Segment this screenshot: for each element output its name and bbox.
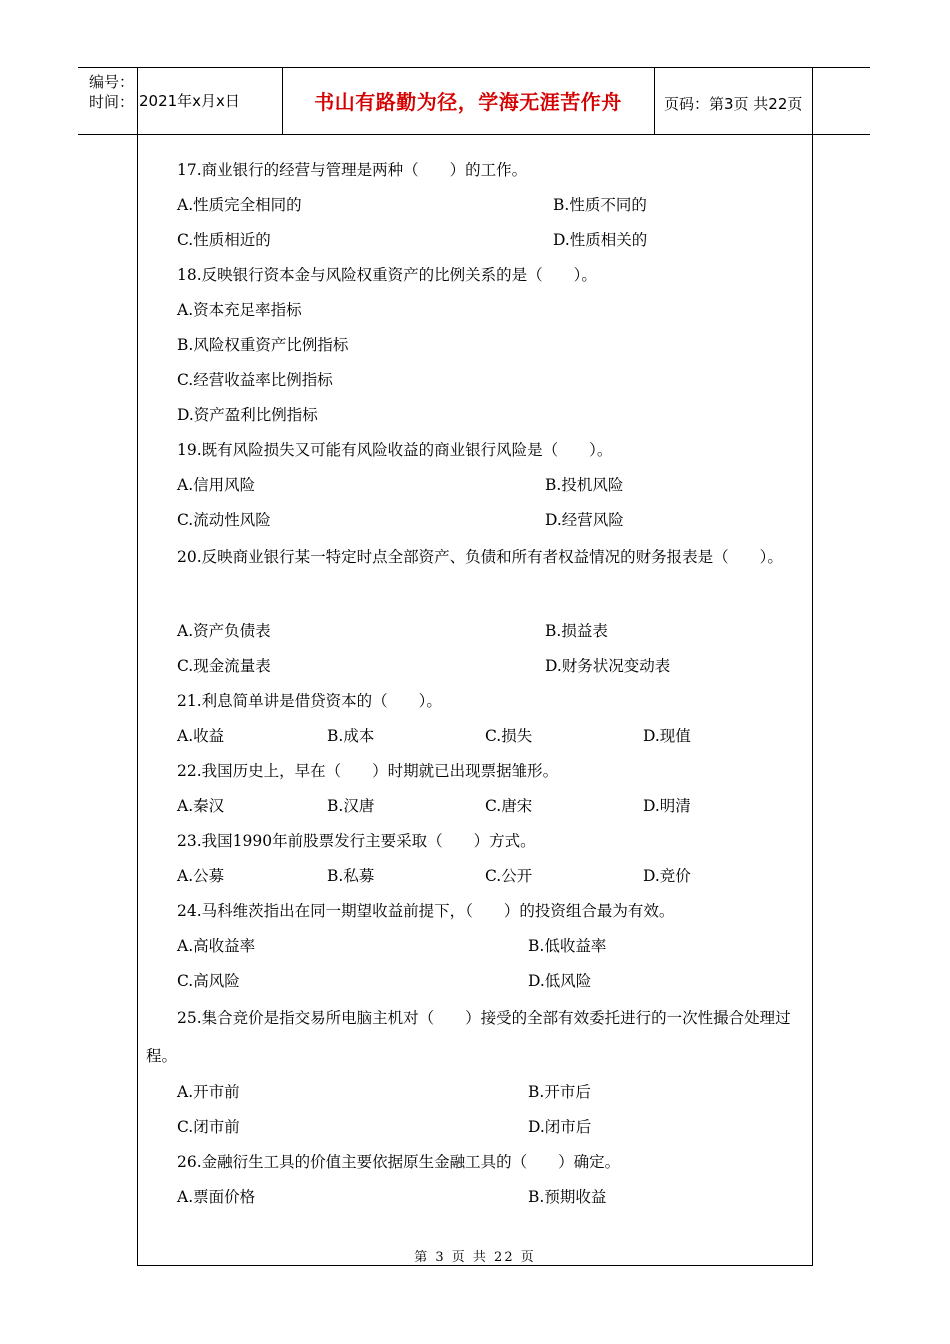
- option: C.公开: [485, 867, 533, 885]
- option: D.竞价: [643, 867, 691, 885]
- option: C.现金流量表: [177, 657, 271, 675]
- option-row: [146, 503, 808, 538]
- option: A.秦汉: [177, 797, 225, 815]
- option: C.性质相近的: [177, 231, 271, 249]
- question-stem: 18.反映银行资本金与风险权重资产的比例关系的是（ ）。: [177, 266, 597, 284]
- option: D.低风险: [528, 972, 592, 990]
- option: A.资产负债表: [177, 622, 271, 640]
- option: D.性质相关的: [553, 231, 648, 249]
- option: D.现值: [643, 727, 691, 745]
- option: C.唐宋: [485, 797, 533, 815]
- option: C.损失: [485, 727, 533, 745]
- option: A.资本充足率指标: [177, 301, 302, 319]
- question-list: [146, 153, 808, 1215]
- page-number-label: 页码：第3页 共22页: [664, 95, 803, 113]
- option: B.成本: [327, 727, 375, 745]
- option: A.公募: [177, 867, 225, 885]
- option-row: [146, 859, 808, 894]
- option: C.闭市前: [177, 1118, 240, 1136]
- question-stem: 22.我国历史上，早在（ ）时期就已出现票据雏形。: [177, 762, 559, 780]
- option-row: [146, 964, 808, 999]
- question-stem: 23.我国1990年前股票发行主要采取（ ）方式。: [177, 832, 536, 850]
- option: B.汉唐: [327, 797, 375, 815]
- option: B.投机风险: [545, 476, 624, 494]
- option: D.财务状况变动表: [545, 657, 671, 675]
- option: D.闭市后: [528, 1118, 592, 1136]
- option: A.信用风险: [177, 476, 256, 494]
- question-stem: 19.既有风险损失又可能有风险收益的商业银行风险是（ ）。: [177, 441, 613, 459]
- option: A.性质完全相同的: [177, 196, 302, 214]
- option-row: [146, 614, 808, 649]
- option: D.明清: [643, 797, 691, 815]
- option: B.低收益率: [528, 937, 607, 955]
- question-stem: 25.集合竞价是指交易所电脑主机对（ ）接受的全部有效委托进行的一次性撮合处理过程。: [146, 1009, 791, 1065]
- number-label: 编号：: [89, 73, 135, 91]
- option-row: [146, 649, 808, 684]
- option-row: [146, 1180, 808, 1215]
- option: D.经营风险: [545, 511, 624, 529]
- option: B.预期收益: [528, 1188, 607, 1206]
- date-value: 2021年x月x日: [139, 92, 240, 110]
- option: A.高收益率: [177, 937, 256, 955]
- option: A.开市前: [177, 1083, 240, 1101]
- option-row: [146, 789, 808, 824]
- option: B.私募: [327, 867, 375, 885]
- option: B.性质不同的: [553, 196, 647, 214]
- option-row: [146, 1110, 808, 1145]
- option-row: [146, 719, 808, 754]
- option-row: [146, 468, 808, 503]
- option: C.经营收益率比例指标: [177, 371, 333, 389]
- question-stem: 21.利息简单讲是借贷资本的（ ）。: [177, 692, 442, 710]
- option-row: [146, 929, 808, 964]
- option: A.收益: [177, 727, 225, 745]
- option: D.资产盈利比例指标: [177, 406, 318, 424]
- option: C.流动性风险: [177, 511, 271, 529]
- page-footer: 第 3 页 共 22 页: [414, 1250, 536, 1265]
- motto-banner: 书山有路勤为径，学海无涯苦作舟: [314, 90, 622, 114]
- option-row: [146, 188, 808, 223]
- option: A.票面价格: [177, 1188, 256, 1206]
- option: B.损益表: [545, 622, 608, 640]
- option: C.高风险: [177, 972, 240, 990]
- option-row: [146, 223, 808, 258]
- time-label: 时间：: [89, 93, 135, 111]
- question-stem: 20.反映商业银行某一特定时点全部资产、负债和所有者权益情况的财务报表是（ ）。: [177, 548, 783, 566]
- option: B.开市后: [528, 1083, 591, 1101]
- option: B.风险权重资产比例指标: [177, 336, 349, 354]
- question-stem: 24.马科维茨指出在同一期望收益前提下，（ ）的投资组合最为有效。: [177, 902, 675, 920]
- question-stem: 26.金融衍生工具的价值主要依据原生金融工具的（ ）确定。: [177, 1153, 621, 1171]
- option-row: [146, 1075, 808, 1110]
- question-stem: 17.商业银行的经营与管理是两种（ ）的工作。: [177, 161, 528, 179]
